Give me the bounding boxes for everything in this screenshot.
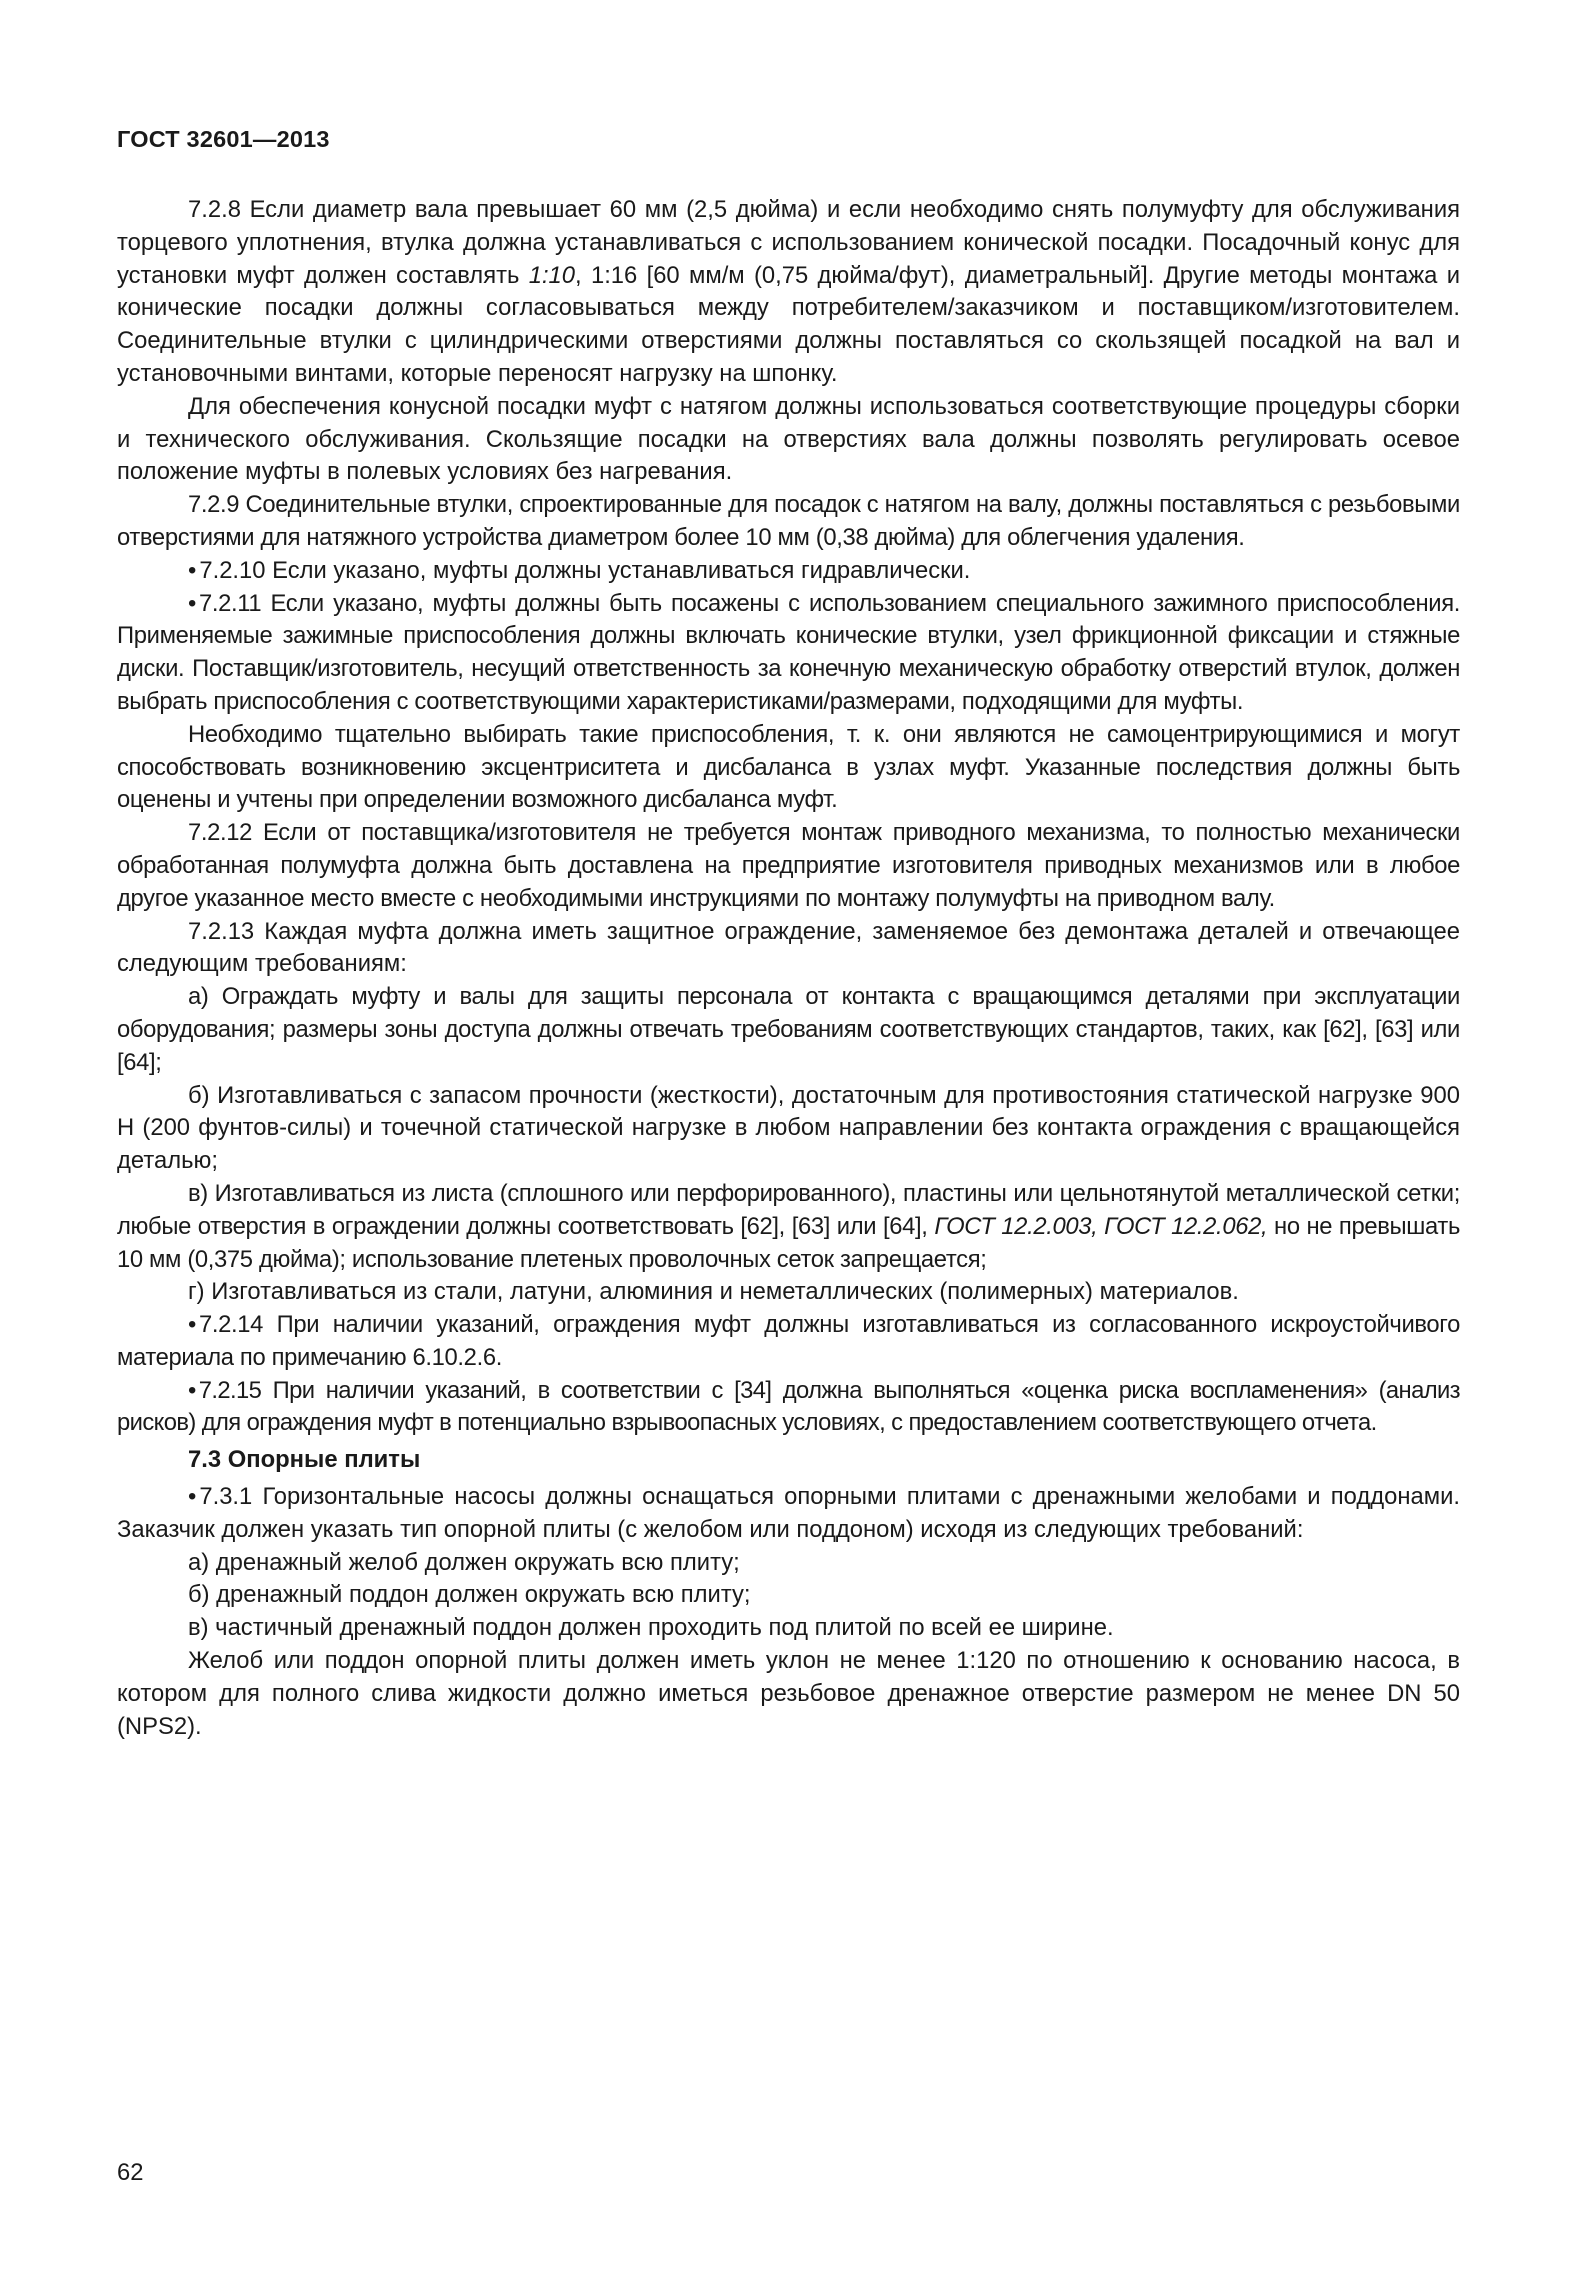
bullet-icon bbox=[188, 1377, 199, 1404]
list-item-7-3-1-v: в) частичный дренажный поддон должен проходить под плитой по всей ее ширине. bbox=[188, 1614, 1114, 1642]
paragraph-7-2-11 bbox=[117, 588, 1460, 719]
list-item-7-2-13-v bbox=[117, 1178, 1460, 1276]
paragraph-7-2-15 bbox=[117, 1375, 1460, 1441]
paragraph-slope: Желоб или поддон опорной плиты должен иметь уклон не менее 1:120 по отношению к основанию насоса, в котором для полного слива жидкости должно иметься резьбовое дренажное отверстие размером не менее DN 50 (NPS2). bbox=[117, 1647, 1460, 1740]
paragraph-text: но не превышать 10 мм (0,375 дюйма); использование плетеных проволочных сеток запрещается; bbox=[117, 1212, 1460, 1273]
document-header: ГОСТ 32601—2013 bbox=[117, 126, 330, 152]
list-item-7-2-13-a: а) Ограждать муфту и валы для защиты персонала от контакта с вращающимся деталями при эксплуатации оборудования; размеры зоны доступа должны отвечать требованиям соответствующих стандартов, таких, как [62], [63] или [64]; bbox=[117, 983, 1460, 1076]
list-item-7-3-1-b: б) дренажный поддон должен окружать всю плиту; bbox=[188, 1581, 751, 1609]
paragraph-text: 7.2.8 Если диаметр вала превышает 60 мм (2,5 дюйма) и если необходимо снять полумуфту для обслуживания торцевого уплотнения, втулка должна устанавливаться с использованием конической посадки. Посадочный конус для установки муфт должен составлять bbox=[117, 196, 1460, 289]
paragraph-italic-text: ГОСТ 12.2.003, ГОСТ 12.2.062, bbox=[934, 1212, 1268, 1240]
paragraph-7-3-1 bbox=[117, 1481, 1460, 1547]
paragraph-7-2-8 bbox=[117, 194, 1460, 391]
bullet-icon bbox=[188, 590, 199, 617]
list-item-7-2-13-b: б) Изготавливаться с запасом прочности (жесткости), достаточным для противостояния статической нагрузке 900 Н (200 фунтов-силы) и точечной статической нагрузке в любом направлении без контакта ограждения с вращающейся деталью; bbox=[117, 1081, 1460, 1175]
section-heading-7-3: 7.3 Опорные плиты bbox=[188, 1446, 421, 1474]
paragraph-text: 7.2.14 При наличии указаний, ограждения муфт должны изготавливаться из согласованного искроустойчивого материала по примечанию 6.10.2.6. bbox=[117, 1311, 1460, 1371]
list-item-7-3-1-a: а) дренажный желоб должен окружать всю плиту; bbox=[188, 1548, 740, 1576]
paragraph-careful-selection: Необходимо тщательно выбирать такие приспособления, т. к. они являются не самоцентрирующимися и могут способствовать возникновению эксцентриситета и дисбаланса в узлах муфт. Указанные последствия должны быть оценены и учтены при определении возможного дисбаланса муфт. bbox=[117, 720, 1460, 814]
bullet-icon bbox=[188, 557, 199, 584]
list-item-7-2-13-g: г) Изготавливаться из стали, латуни, алюминия и неметаллических (полимерных) материалов. bbox=[188, 1278, 1239, 1306]
paragraph-7-2-10 bbox=[117, 555, 1460, 588]
page-number: 62 bbox=[117, 2159, 144, 2186]
paragraph-text: 7.2.11 Если указано, муфты должны быть посажены с использованием специального зажимного приспособления. Применяемые зажимные приспособления должны включать конические втулки, узел фрикционной фиксации и стяжные диски. Поставщик/изготовитель, несущий ответственность за конечную механическую обработку отверстий втулок, должен выбрать приспособления с соответствующими характеристиками/размерами, подходящими для муфты. bbox=[117, 589, 1460, 715]
paragraph-text: , 1:16 [60 мм/м (0,75 дюйма/фут), диаметральный]. Другие методы монтажа и конические посадки должны согласовываться между потребителем/заказчиком и поставщиком/изготовителем. Соединительные втулки с цилиндрическими отверстиями должны поставляться со скользящей посадкой на вал и установочными винтами, которые переносят нагрузку на шпонку. bbox=[117, 261, 1460, 387]
document-body bbox=[117, 194, 1460, 1743]
paragraph-7-2-9: 7.2.9 Соединительные втулки, спроектированные для посадок с натягом на валу, должны поставляться с резьбовыми отверстиями для натяжного устройства диаметром более 10 мм (0,38 дюйма) для облегчения удаления. bbox=[117, 491, 1460, 551]
paragraph-7-2-13: 7.2.13 Каждая муфта должна иметь защитное ограждение, заменяемое без демонтажа деталей и отвечающее следующим требованиям: bbox=[117, 917, 1460, 978]
bullet-icon bbox=[188, 1311, 199, 1338]
paragraph-cone-fit: Для обеспечения конусной посадки муфт с натягом должны использоваться соответствующие процедуры сборки и технического обслуживания. Скользящие посадки на отверстиях вала должны позволять регулировать осевое положение муфты в полевых условиях без нагревания. bbox=[117, 392, 1460, 486]
paragraph-text: 7.2.15 При наличии указаний, в соответствии с [34] должна выполняться «оценка риска воспламенения» (анализ рисков) для ограждения муфт в потенциально взрывоопасных условиях, с предоставлением соответствующего отчета. bbox=[117, 1376, 1460, 1437]
paragraph-italic-text: 1:10 bbox=[528, 261, 576, 289]
paragraph-7-2-14 bbox=[117, 1309, 1460, 1375]
paragraph-7-2-12: 7.2.12 Если от поставщика/изготовителя не требуется монтаж приводного механизма, то полностью механически обработанная полумуфта должна быть доставлена на предприятие изготовителя приводных механизмов или в любое другое указанное место вместе с необходимыми инструкциями по монтажу полумуфты на приводном валу. bbox=[117, 819, 1460, 912]
paragraph-text: в) Изготавливаться из листа (сплошного или перфорированного), пластины или цельнотянутой металлической сетки; любые отверстия в ограждении должны соответствовать [62], [63] или [64], bbox=[117, 1179, 1460, 1240]
paragraph-text: 7.2.10 Если указано, муфты должны устанавливаться гидравлически. bbox=[199, 556, 971, 584]
paragraph-text: 7.3.1 Горизонтальные насосы должны оснащаться опорными плитами с дренажными желобами и поддонами. Заказчик должен указать тип опорной плиты (с желобом или поддоном) исходя из следующих требований: bbox=[117, 1483, 1460, 1543]
bullet-icon bbox=[188, 1483, 199, 1510]
